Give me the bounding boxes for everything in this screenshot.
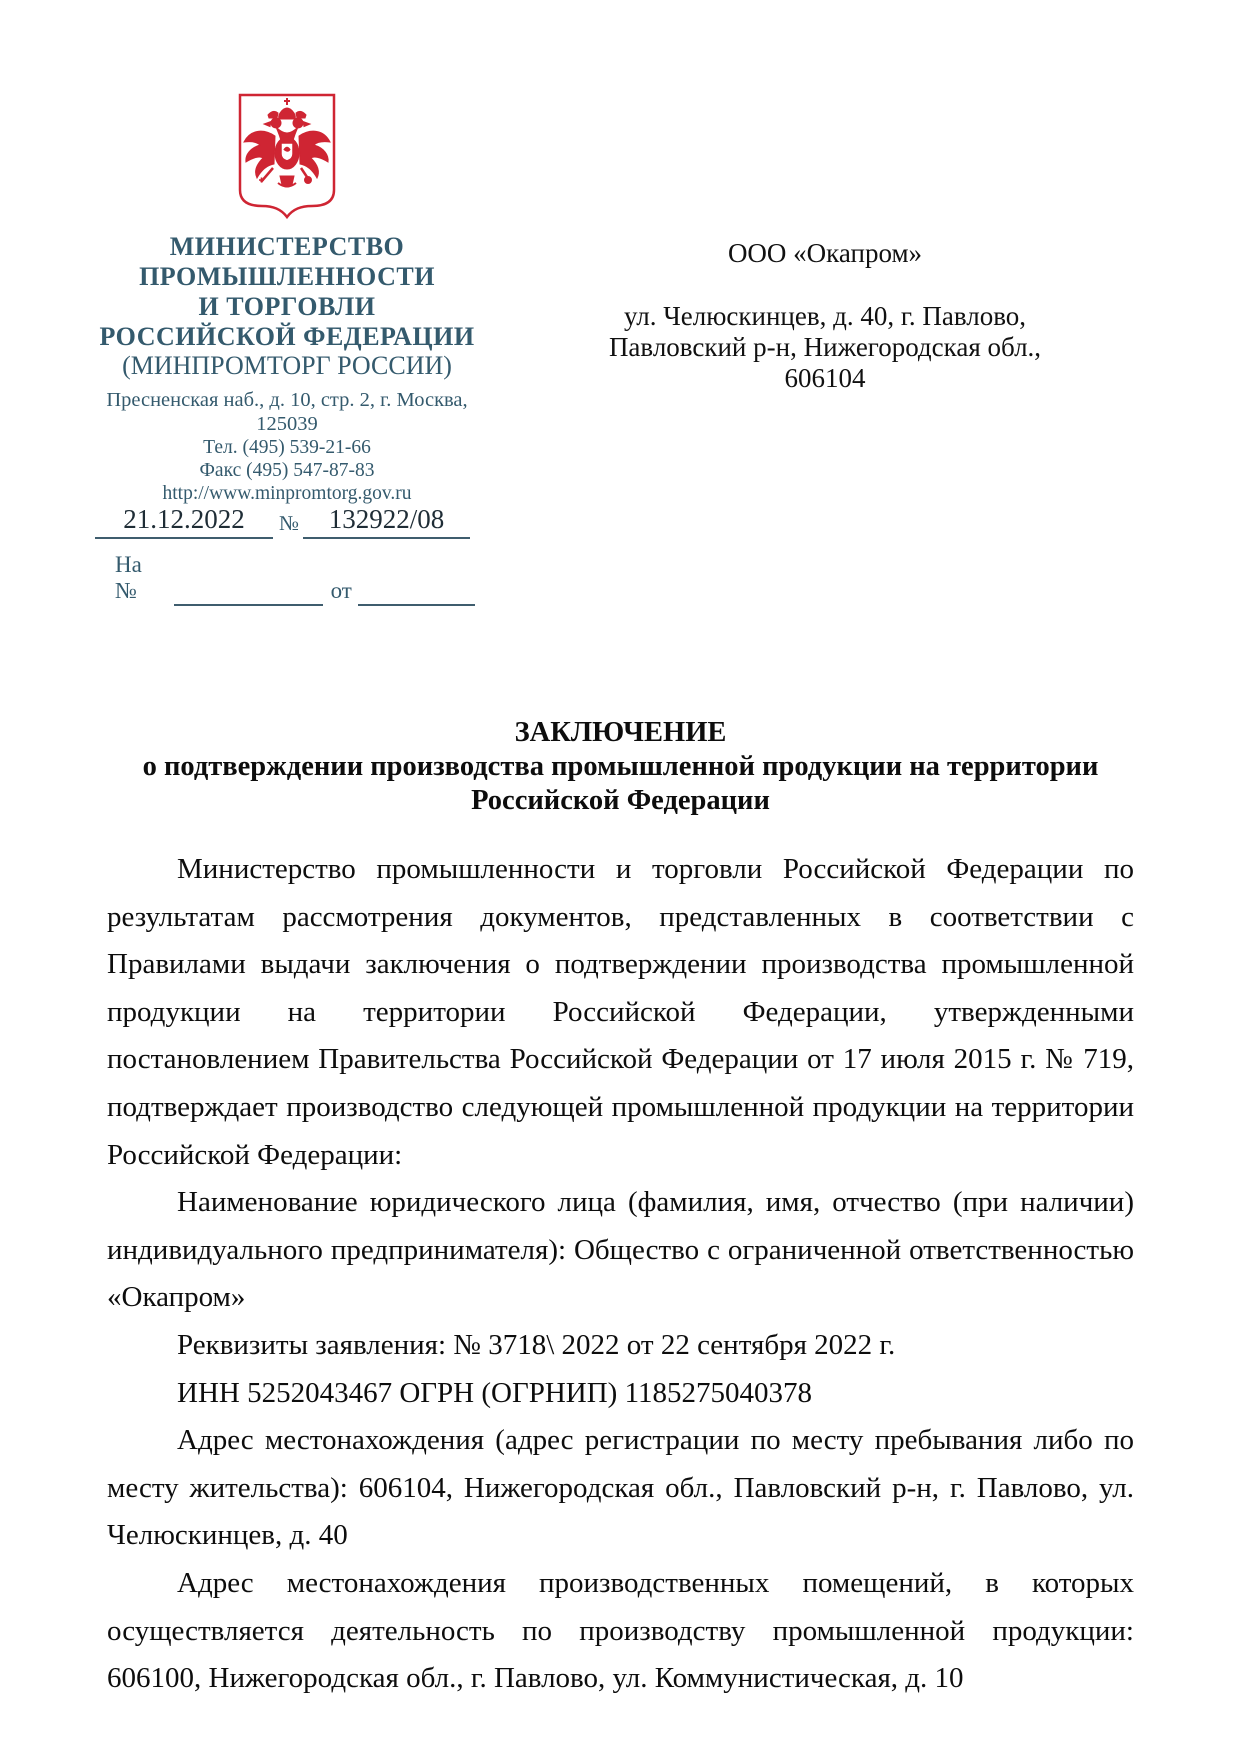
- document-body: [107, 846, 1134, 1703]
- recipient-address-line: 606104: [784, 363, 866, 393]
- ministry-name-line: ПРОМЫШЛЕННОСТИ: [139, 262, 435, 291]
- ministry-name: [88, 232, 486, 352]
- body-paragraph-registration-address: Адрес местонахождения (адрес регистрации по месту пребывания либо по месту жительства): 606104, Нижегородская обл., Павловский р-н, г. Павлово, ул. Челюскинцев, д. 40: [107, 1424, 1134, 1552]
- document-subtitle-line: о подтверждении производства промышленной продукции на территории: [142, 751, 1099, 782]
- ministry-name-line: РОССИЙСКОЙ ФЕДЕРАЦИИ: [99, 322, 475, 351]
- ministry-short-name: (МИНПРОМТОРГ РОССИИ): [122, 351, 452, 380]
- recipient-block: [600, 238, 1050, 394]
- body-paragraph-inn-ogrn: ИНН 5252043467 ОГРН (ОГРНИП) 1185275040378: [177, 1376, 813, 1409]
- ministry-phone: Тел. (495) 539-21-66: [203, 437, 371, 458]
- document-number: 132922/08: [303, 504, 470, 539]
- body-paragraph-legal-entity: Наименование юридического лица (фамилия, имя, отчество (при наличии) индивидуального предпринимателя): Общество с ограниченной ответственностью «Окапром»: [107, 1186, 1134, 1314]
- reference-number-blank: [174, 578, 322, 606]
- ministry-website: http://www.minpromtorg.gov.ru: [162, 483, 412, 504]
- recipient-address-line: ул. Челюскинцев, д. 40, г. Павлово,: [623, 301, 1027, 331]
- reference-label: На №: [115, 552, 142, 603]
- ministry-name-line: МИНИСТЕРСТВО: [169, 232, 405, 261]
- document-title-block: [107, 716, 1134, 818]
- number-sign: №: [279, 511, 300, 535]
- ministry-letterhead: [88, 90, 486, 505]
- document-date: 21.12.2022: [95, 504, 273, 539]
- reference-number-row: [115, 552, 475, 606]
- document-subtitle-line: Российской Федерации: [471, 785, 770, 816]
- recipient-name: ООО «Окапром»: [727, 238, 923, 268]
- document-title: ЗАКЛЮЧЕНИЕ: [514, 717, 727, 748]
- body-paragraph-application: Реквизиты заявления: № 3718\ 2022 от 22 сентября 2022 г.: [177, 1328, 896, 1361]
- coat-of-arms-icon: [235, 90, 339, 222]
- reference-date-blank: [358, 578, 475, 606]
- body-paragraph-intro: Министерство промышленности и торговли Российской Федерации по результатам рассмотрения документов, представленных в соответствии с Правилами выдачи заключения о подтверждении производства промышленной продукции на территории Российской Федерации, утвержденными постановлением Правительства Российской Федерации от 17 июля 2015 г. № 719, подтверждает производство следующей промышленной продукции на территории Российской Федерации:: [107, 853, 1134, 1171]
- document-date-number-row: [95, 504, 470, 539]
- reference-from-label: от: [330, 578, 352, 603]
- ministry-postal-address: Пресненская наб., д. 10, стр. 2, г. Москва, 125039: [106, 389, 468, 435]
- body-paragraph-production-address: Адрес местонахождения производственных помещений, в которых осуществляется деятельность по производству промышленной продукции: 606100, Нижегородская обл., г. Павлово, ул. Коммунистическая, д. 10: [107, 1566, 1134, 1695]
- recipient-address-line: Павловский р-н, Нижегородская обл.,: [608, 332, 1042, 362]
- ministry-fax: Факс (495) 547-87-83: [199, 460, 375, 481]
- ministry-name-line: И ТОРГОВЛИ: [198, 292, 376, 321]
